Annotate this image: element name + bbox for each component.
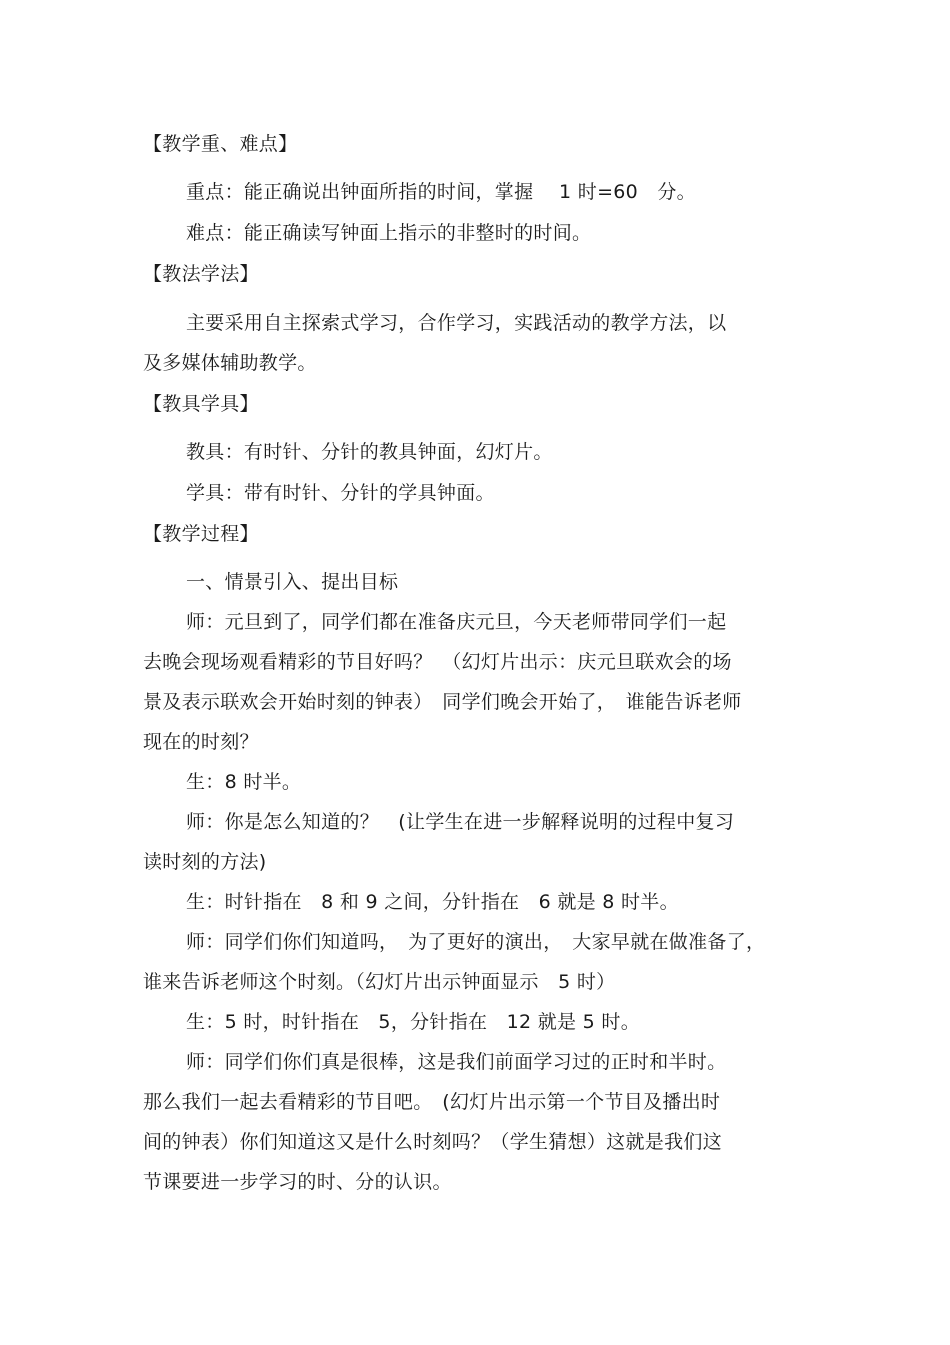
student-tools-text: 学具：带有时针、分针的学具钟面。 xyxy=(186,482,495,504)
methods-paragraph-line: 主要采用自主探索式学习，合作学习，实践活动的教学方法，以 xyxy=(186,312,727,334)
paragraph-line: 师：同学们你们真是很棒，这是我们前面学习过的正时和半时。 xyxy=(186,1051,727,1073)
paragraph-line: 去晚会现场观看精彩的节目好吗？ （幻灯片出示：庆元旦联欢会的场 xyxy=(143,651,732,673)
section-heading-tools: 【教具学具】 xyxy=(143,393,259,415)
key-point-text: 重点：能正确说出钟面所指的时间，掌握 1 时=60 分。 xyxy=(186,181,696,203)
section-heading-process: 【教学过程】 xyxy=(143,523,259,545)
difficult-point-text: 难点：能正确读写钟面上指示的非整时的时间。 xyxy=(186,222,592,244)
paragraph-line: 现在的时刻？ xyxy=(143,731,259,753)
teacher-tools-text: 教具：有时针、分针的教具钟面，幻灯片。 xyxy=(186,441,553,463)
paragraph-line: 读时刻的方法) xyxy=(143,851,267,873)
paragraph-line: 节课要进一步学习的时、分的认识。 xyxy=(143,1171,452,1193)
paragraph-line: 谁来告诉老师这个时刻。（幻灯片出示钟面显示 5 时） xyxy=(143,971,616,993)
paragraph-line: 师：元旦到了，同学们都在准备庆元旦，今天老师带同学们一起 xyxy=(186,611,727,633)
paragraph-line: 间的钟表）你们知道这又是什么时刻吗？（学生猜想）这就是我们这 xyxy=(143,1131,723,1153)
paragraph-line: 师：你是怎么知道的？ (让学生在进一步解释说明的过程中复习 xyxy=(186,811,735,833)
section-heading-key-points: 【教学重、难点】 xyxy=(143,133,298,155)
methods-paragraph-line: 及多媒体辅助教学。 xyxy=(143,352,317,374)
paragraph-line: 景及表示联欢会开始时刻的钟表） 同学们晚会开始了， 谁能告诉老师 xyxy=(143,691,742,713)
paragraph-line: 生：8 时半。 xyxy=(186,771,302,793)
step-heading: 一、情景引入、提出目标 xyxy=(186,571,399,593)
section-heading-methods: 【教法学法】 xyxy=(143,263,259,285)
paragraph-line: 师：同学们你们知道吗， 为了更好的演出， 大家早就在做准备了， xyxy=(186,931,766,953)
paragraph-line: 那么我们一起去看精彩的节目吧。 (幻灯片出示第一个节目及播出时 xyxy=(143,1091,721,1113)
paragraph-line: 生：5 时，时针指在 5，分针指在 12 就是 5 时。 xyxy=(186,1011,641,1033)
paragraph-line: 生：时针指在 8 和 9 之间，分针指在 6 就是 8 时半。 xyxy=(186,891,679,913)
